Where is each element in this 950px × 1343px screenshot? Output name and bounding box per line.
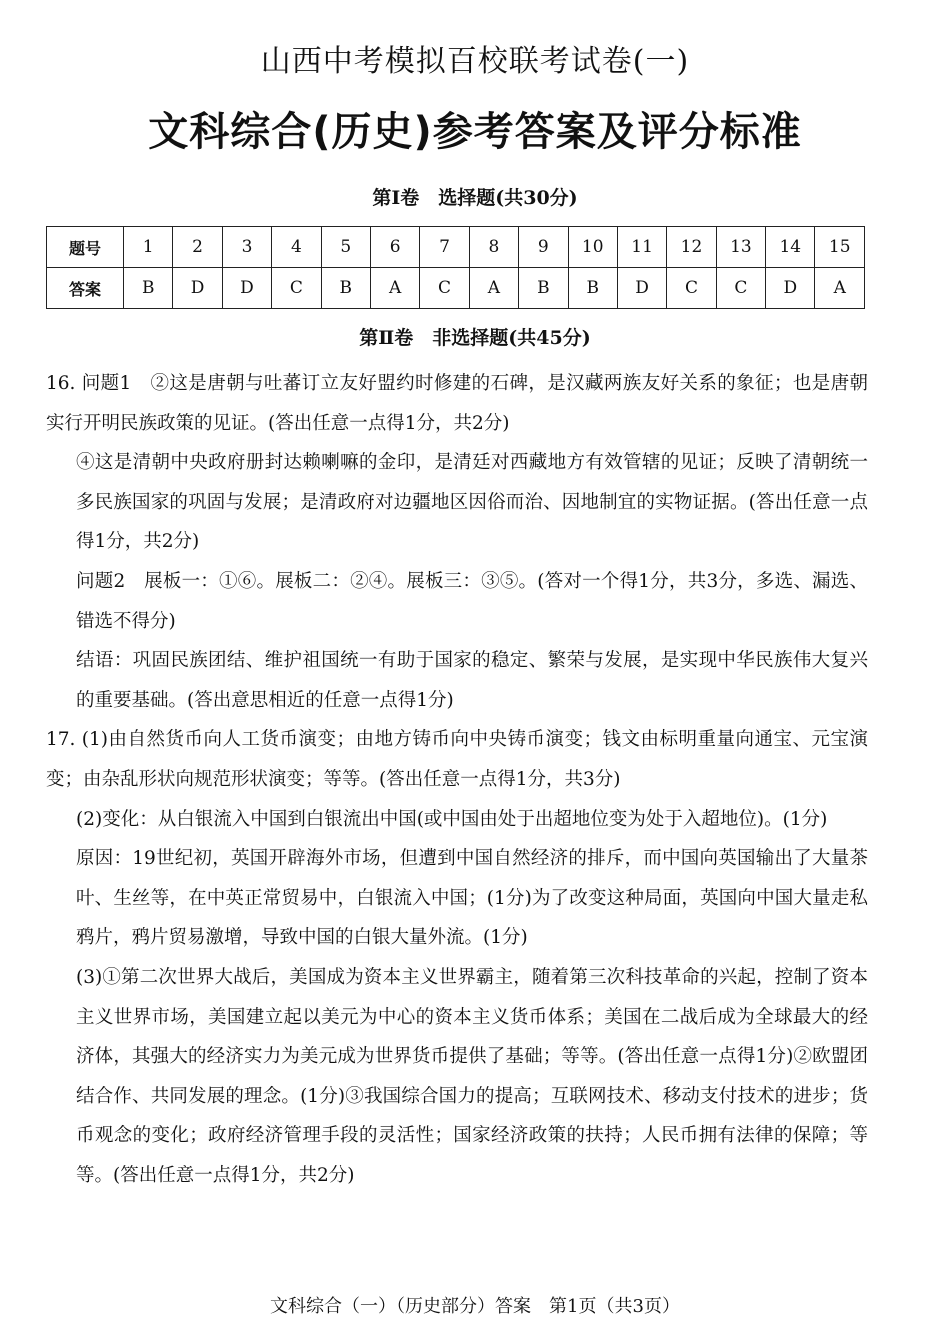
question-number: 8	[469, 227, 518, 268]
answer-cell: A	[469, 268, 518, 309]
answer-row-label: 答案	[47, 268, 124, 309]
main-title: 文科综合(历史)参考答案及评分标准	[148, 109, 802, 155]
question-number: 15	[815, 227, 865, 268]
question-number: 6	[370, 227, 419, 268]
question-number: 14	[766, 227, 815, 268]
answer-cell: B	[124, 268, 173, 309]
question-number: 3	[222, 227, 271, 268]
answer-cell: A	[815, 268, 865, 309]
q17-paragraph-2: (2)变化：从白银流入中国到白银流出中国(或中国由处于出超地位变为处于入超地位)。(1分)	[76, 808, 828, 830]
answer-cell: D	[173, 268, 222, 309]
question-number: 5	[321, 227, 370, 268]
answer-body	[46, 364, 868, 1195]
section1-heading: 第Ⅰ卷 选择题(共30分)	[372, 187, 578, 209]
q17-paragraph-4: (3)①第二次世界大战后，美国成为资本主义世界霸主，随着第三次科技革命的兴起，控制了资本主义世界市场，美国建立起以美元为中心的资本主义货币体系；美国在二战后成为全球最大的经济体，其强大的经济实力为美元成为世界货币提供了基础；等等。(答出任意一点得1分)②欧盟团结合作、共同发展的理念。(1分)③我国综合国力的提高；互联网技术、移动支付技术的进步；货币观念的变化；政府经济管理手段的灵活性；国家经济政策的扶持；人民币拥有法律的保障；等等。(答出任意一点得1分，共2分)	[76, 966, 868, 1186]
question-number: 12	[667, 227, 716, 268]
q16-paragraph-3: 问题2 展板一：①⑥。展板二：②④。展板三：③⑤。(答对一个得1分，共3分，多选、漏选、错选不得分)	[76, 570, 868, 632]
answer-cell: C	[420, 268, 469, 309]
answer-cell: B	[519, 268, 568, 309]
question-number: 1	[124, 227, 173, 268]
question-number: 9	[519, 227, 568, 268]
answer-table	[46, 226, 865, 309]
answer-cell: D	[222, 268, 271, 309]
question-number: 11	[617, 227, 666, 268]
number-row	[47, 227, 865, 268]
question-number: 13	[716, 227, 765, 268]
q16-paragraph-1: 16. 问题1 ②这是唐朝与吐蕃订立友好盟约时修建的石碑，是汉藏两族友好关系的象征；也是唐朝实行开明民族政策的见证。(答出任意一点得1分，共2分)	[46, 373, 868, 434]
answer-cell: C	[667, 268, 716, 309]
section2-heading: 第Ⅱ卷 非选择题(共45分)	[359, 327, 591, 349]
answer-cell: B	[321, 268, 370, 309]
answer-cell: A	[370, 268, 419, 309]
answer-cell: C	[272, 268, 321, 309]
q16-paragraph-4: 结语：巩固民族团结、维护祖国统一有助于国家的稳定、繁荣与发展，是实现中华民族伟大复兴的重要基础。(答出意思相近的任意一点得1分)	[76, 650, 868, 711]
answer-row	[47, 268, 865, 309]
question-number: 4	[272, 227, 321, 268]
page-footer: 文科综合（一）（历史部分）答案 第1页（共3页）	[270, 1296, 680, 1317]
answer-cell: D	[766, 268, 815, 309]
answer-cell: D	[617, 268, 666, 309]
question-number: 7	[420, 227, 469, 268]
answer-cell: B	[568, 268, 617, 309]
q16-paragraph-2: ④这是清朝中央政府册封达赖喇嘛的金印，是清廷对西藏地方有效管辖的见证；反映了清朝统一多民族国家的巩固与发展；是清政府对边疆地区因俗而治、因地制宜的实物证据。(答出任意一点得1分，共2分)	[76, 452, 868, 553]
answer-cell: C	[716, 268, 765, 309]
number-row-label: 题号	[47, 227, 124, 268]
question-number: 10	[568, 227, 617, 268]
q17-paragraph-1: 17. (1)由自然货币向人工货币演变；由地方铸币向中央铸币演变；钱文由标明重量向通宝、元宝演变；由杂乱形状向规范形状演变；等等。(答出任意一点得1分，共3分)	[46, 729, 868, 790]
q17-paragraph-3: 原因：19世纪初，英国开辟海外市场，但遭到中国自然经济的排斥，而中国向英国输出了大量茶叶、生丝等，在中英正常贸易中，白银流入中国；(1分)为了改变这种局面，英国向中国大量走私鸦片，鸦片贸易激增，导致中国的白银大量外流。(1分)	[76, 848, 868, 949]
exam-title: 山西中考模拟百校联考试卷(一)	[260, 44, 690, 79]
question-number: 2	[173, 227, 222, 268]
